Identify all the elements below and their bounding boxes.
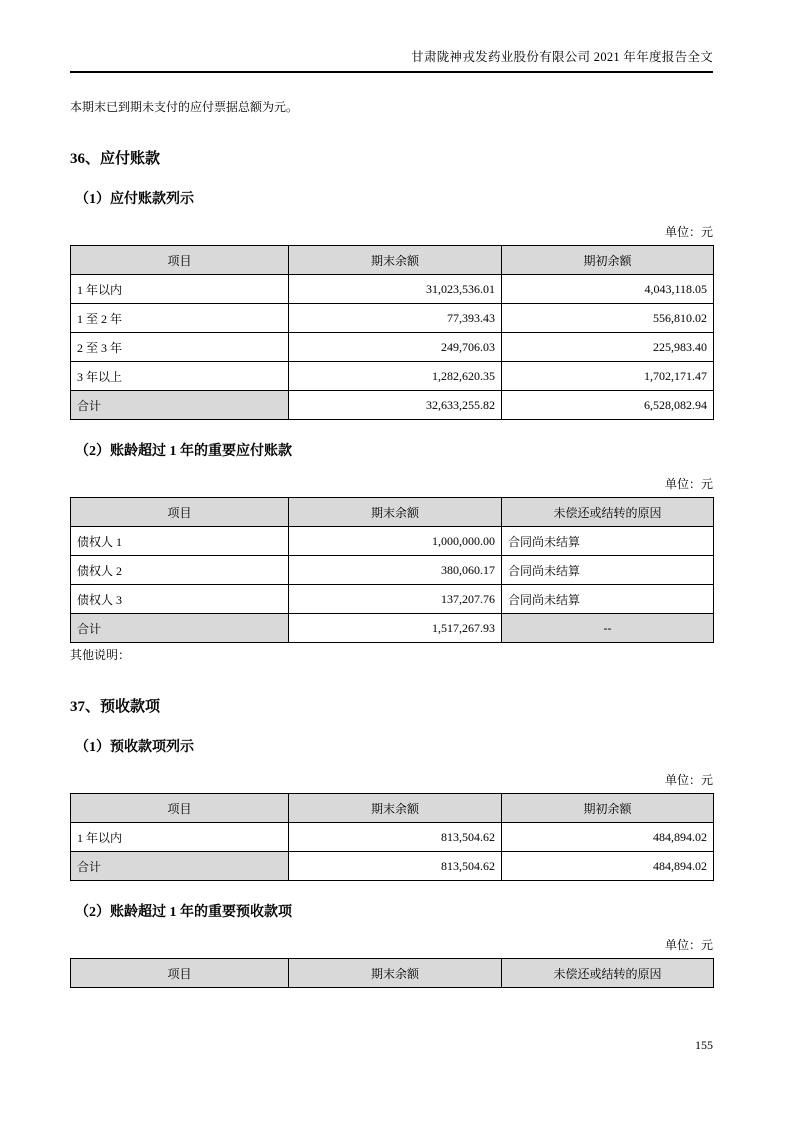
unit-label: 单位：元	[664, 938, 713, 952]
table-cell: 1 至 2 年	[71, 304, 289, 333]
table-row	[71, 556, 714, 585]
table-cell: 债权人 2	[71, 556, 289, 585]
table-row	[71, 362, 714, 391]
table-total-row	[71, 391, 714, 420]
table-cell: 4,043,118.05	[502, 275, 714, 304]
table-row	[71, 275, 714, 304]
unit-label: 单位：元	[664, 225, 713, 239]
table-cell: 1 年以内	[71, 275, 289, 304]
important-payables-over-1-year-table	[70, 497, 714, 643]
table-cell: 813,504.62	[289, 823, 502, 852]
subsection-37-1-title: （1）预收款项列示	[75, 740, 194, 755]
table-cell: 合计	[71, 614, 289, 643]
table-cell: 225,983.40	[502, 333, 714, 362]
table-cell: 556,810.02	[502, 304, 714, 333]
table-cell: 249,706.03	[289, 333, 502, 362]
subsection-37-2-title: （2）账龄超过 1 年的重要预收款项	[75, 905, 292, 920]
table-header-cell: 项目	[71, 498, 289, 527]
table-row	[71, 304, 714, 333]
table-cell: --	[502, 614, 714, 643]
section-37-title: 37、预收款项	[70, 699, 161, 715]
unit-label: 单位：元	[664, 477, 713, 491]
table-cell: 137,207.76	[289, 585, 502, 614]
advances-received-table	[70, 793, 714, 881]
table-total-row	[71, 614, 714, 643]
important-advances-over-1-year-table	[70, 958, 714, 988]
table-row	[71, 333, 714, 362]
table-header-cell: 期末余额	[289, 794, 502, 823]
table-cell: 6,528,082.94	[502, 391, 714, 420]
table-header-row	[71, 498, 714, 527]
table-cell: 1,282,620.35	[289, 362, 502, 391]
table-cell: 1,000,000.00	[289, 527, 502, 556]
report-header-title: 甘肃陇神戎发药业股份有限公司 2021 年年度报告全文	[411, 50, 713, 64]
table-header-cell: 期初余额	[502, 794, 714, 823]
subsection-36-1-title: （1）应付账款列示	[75, 192, 194, 207]
other-notes-label: 其他说明：	[70, 648, 131, 662]
table-row	[71, 527, 714, 556]
table-header-cell: 期末余额	[289, 246, 502, 275]
table-row	[71, 585, 714, 614]
table-header-cell: 期初余额	[502, 246, 714, 275]
table-header-row	[71, 959, 714, 988]
table-header-cell: 项目	[71, 959, 289, 988]
table-header-cell: 项目	[71, 246, 289, 275]
table-header-row	[71, 246, 714, 275]
table-cell: 32,633,255.82	[289, 391, 502, 420]
table-cell: 380,060.17	[289, 556, 502, 585]
table-total-row	[71, 852, 714, 881]
table-cell: 合计	[71, 391, 289, 420]
table-cell: 合同尚未结算	[502, 527, 714, 556]
table-cell: 合同尚未结算	[502, 585, 714, 614]
accounts-payable-aging-table	[70, 245, 714, 420]
table-header-cell: 未偿还或结转的原因	[502, 498, 714, 527]
table-cell: 31,023,536.01	[289, 275, 502, 304]
table-cell: 合同尚未结算	[502, 556, 714, 585]
table-cell: 3 年以上	[71, 362, 289, 391]
table-cell: 484,894.02	[502, 823, 714, 852]
subsection-36-2-title: （2）账龄超过 1 年的重要应付账款	[75, 444, 292, 459]
table-cell: 1 年以内	[71, 823, 289, 852]
unit-label: 单位：元	[664, 773, 713, 787]
table-cell: 债权人 3	[71, 585, 289, 614]
table-header-cell: 期末余额	[289, 498, 502, 527]
table-cell: 813,504.62	[289, 852, 502, 881]
table-header-row	[71, 794, 714, 823]
table-header-cell: 期末余额	[289, 959, 502, 988]
table-cell: 77,393.43	[289, 304, 502, 333]
table-cell: 1,702,171.47	[502, 362, 714, 391]
table-header-cell: 未偿还或结转的原因	[502, 959, 714, 988]
intro-paragraph: 本期末已到期未支付的应付票据总额为元。	[70, 100, 299, 114]
table-cell: 2 至 3 年	[71, 333, 289, 362]
header-divider-rule	[70, 71, 713, 73]
table-cell: 合计	[71, 852, 289, 881]
table-cell: 1,517,267.93	[289, 614, 502, 643]
table-cell: 484,894.02	[502, 852, 714, 881]
page-number: 155	[695, 1038, 713, 1052]
section-36-title: 36、应付账款	[70, 151, 161, 167]
table-header-cell: 项目	[71, 794, 289, 823]
table-row	[71, 823, 714, 852]
table-cell: 债权人 1	[71, 527, 289, 556]
